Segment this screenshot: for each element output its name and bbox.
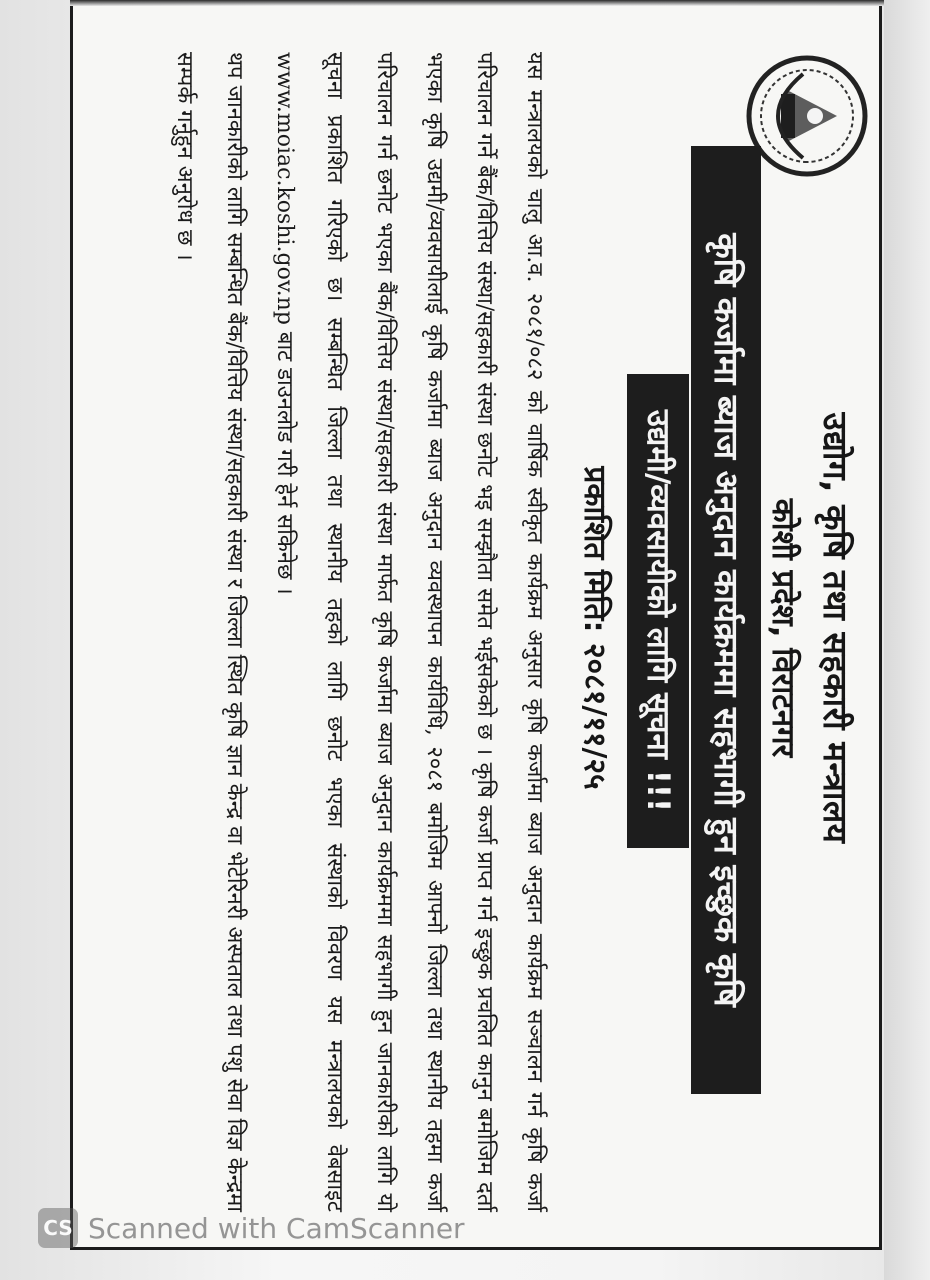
notice-paper xyxy=(70,6,882,1250)
notice-body xyxy=(159,52,559,1212)
notice-subheadline: उद्यमी/व्यवसायीको लागि सूचना !!! xyxy=(627,374,689,848)
scan-right-edge xyxy=(884,0,930,1280)
notice-paragraph-2: थप जानकारीको लागि सम्बन्धित बैंक/वित्तिय संस्था/सहकारी संस्था र जिल्ला स्थित कृषि ज्ञान केन्द्र वा भेटेरिनरी अस्पताल तथा पशु सेवा विज्ञ केन्द्रमा सम्पर्क गर्नुहुन अनुरोध छ । xyxy=(172,52,247,1212)
publication-date: प्रकाशित मिति: २०८१/११/२५ xyxy=(577,466,612,790)
notice-headline: कृषि कर्जामा ब्याज अनुदान कार्यक्रममा सहभागी हुन इच्छुक कृषि xyxy=(691,146,761,1094)
camscanner-watermark xyxy=(38,1206,498,1250)
camscanner-logo-icon: CS xyxy=(38,1208,78,1248)
ministry-title: उद्योग, कृषि तथा सहकारी मन्त्रालय xyxy=(816,412,855,844)
rotated-notice-content xyxy=(73,6,885,1250)
notice-paragraph-1: यस मन्त्रालयको चालु आ.व. २०८१/०८२ को वार्षिक स्वीकृत कार्यक्रम अनुसार कृषि कर्जामा ब्याज अनुदान कार्यक्रम सञ्चालन गर्न कृषि कर्जा परिचालन गर्ने बैंक/वित्तिय संस्था/सहकारी संस्था छनोट भइ सम्झौता समेत भईसकेको छ । कृषि कर्जा प्राप्त गर्न इच्छुक प्रचलित कानुन बमोजिम दर्ता भएका कृषि उद्यमी/व्यवसायीलाई कृषि कर्जामा ब्याज अनुदान व्यवस्थापन कार्यविधि, २०८१ बमोजिम आफ्नो जिल्ला तथा स्थानीय तहमा कर्जा परिचालन गर्न छनोट भएका बैंक/वित्तिय संस्था/सहकारी संस्था मार्फत कृषि कर्जामा ब्याज अनुदान कार्यक्रममा सहभागी हुन जानकारीको लागि यो सूचना प्रकाशित गरिएको छ। सम्बन्धित जिल्ला तथा स्थानीय तहको लागि छनोट भएका संस्थाको विवरण यस मन्त्रालयको वेबसाइट www.moiac.koshi.gov.np बाट डाउनलोड गरी हेर्न सकिनेछ । xyxy=(272,52,547,1212)
watermark-label: Scanned with CamScanner xyxy=(88,1211,465,1245)
province-location: कोशी प्रदेश, विराटनगर xyxy=(765,498,801,758)
